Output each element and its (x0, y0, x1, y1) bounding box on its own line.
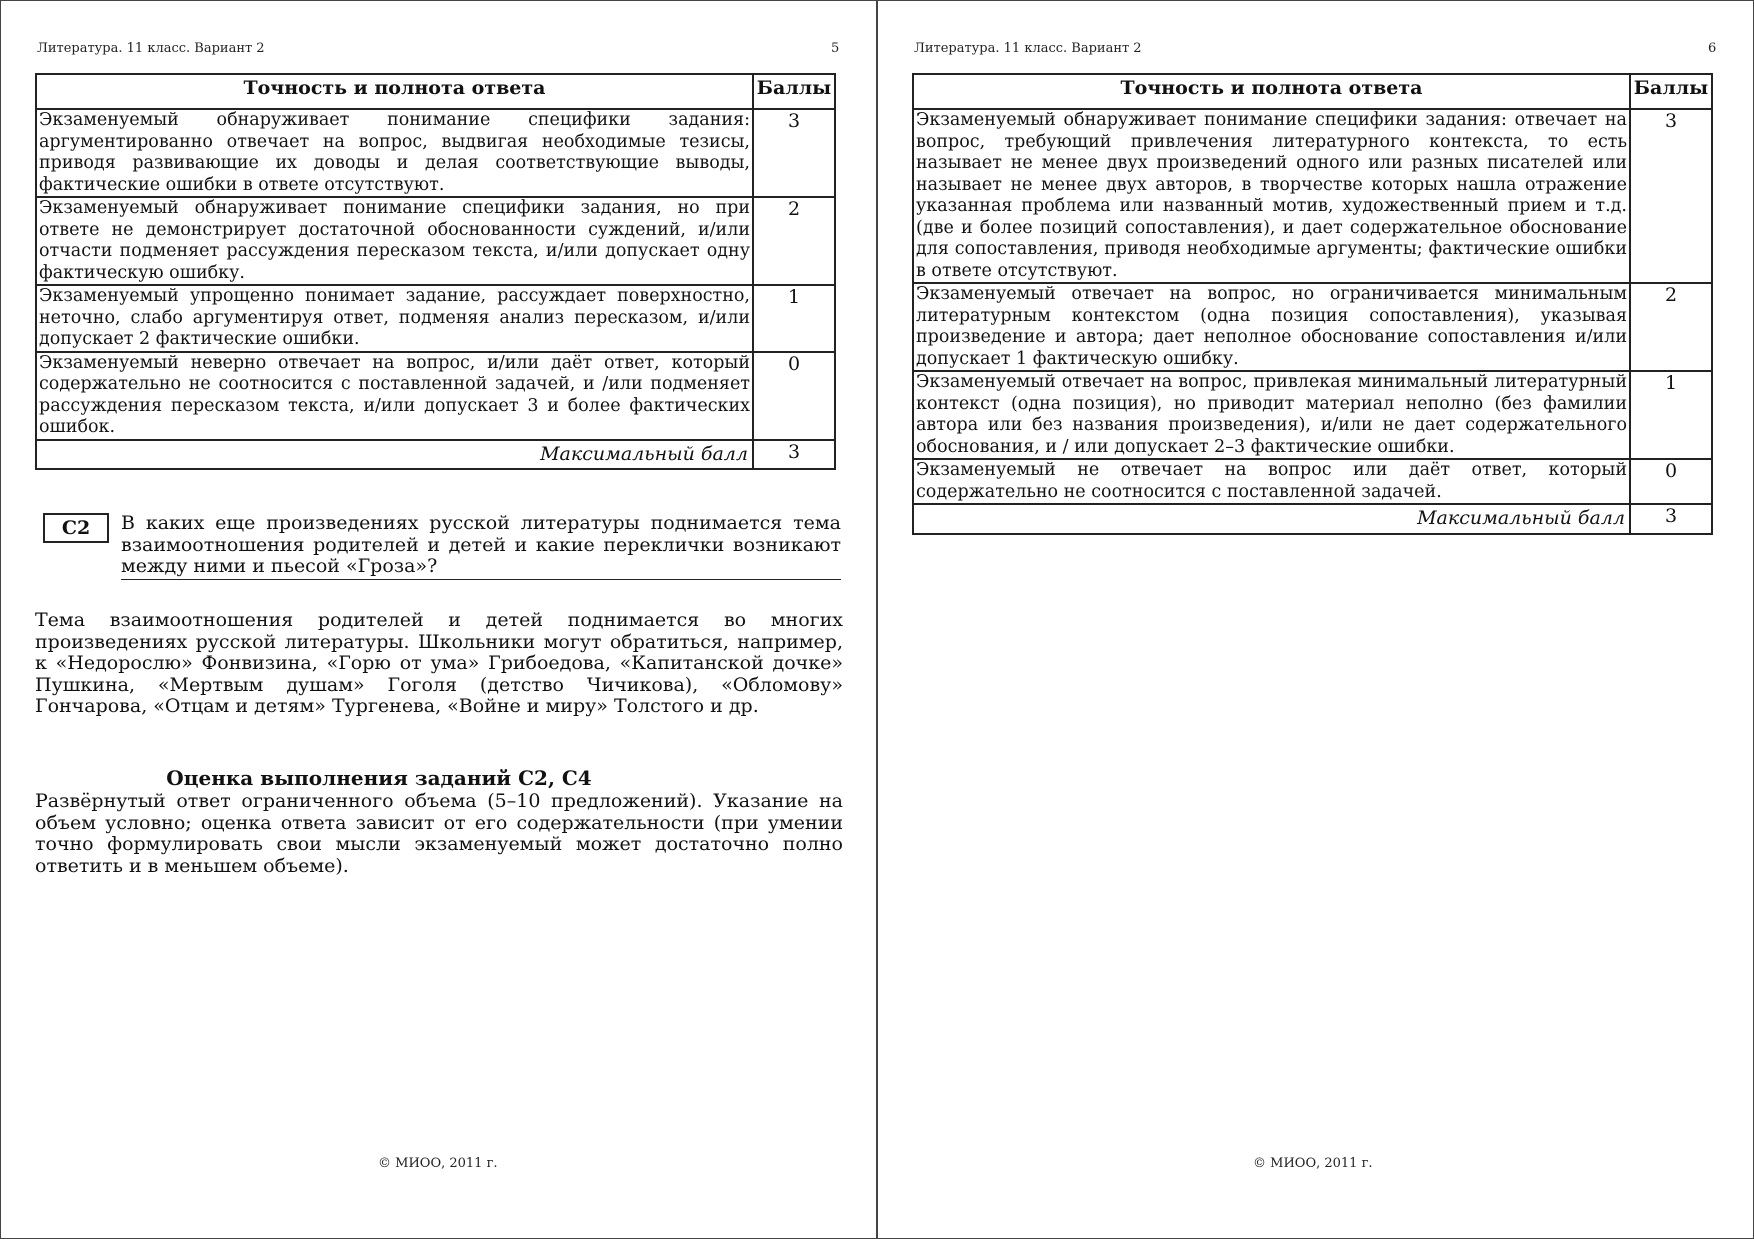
table-row (913, 109, 1712, 283)
max-score-row (913, 504, 1712, 534)
table-row (913, 459, 1712, 504)
table-row (36, 197, 835, 285)
footer-copyright: © МИОО, 2011 г. (1253, 1156, 1373, 1171)
criterion-text: Экзаменуемый обнаруживает понимание специфики задания: аргументированно отвечает на вопрос, выдвигая необходимые тезисы, приводя развивающие их доводы и делая соответствующие выводы, фактические ошибки в ответе отсутствуют. (36, 109, 753, 197)
footer-copyright: © МИОО, 2011 г. (378, 1156, 498, 1171)
criterion-text: Экзаменуемый обнаруживает понимание специфики задания, но при ответе не демонстрирует достаточной обоснованности суждений, и/или отчасти подменяет рассуждения пересказом текста, и/или допускает одну фактическую ошибку. (36, 197, 753, 285)
criterion-text: Экзаменуемый не отвечает на вопрос или даёт ответ, который содержательно не соотносится с поставленной задачей. (913, 459, 1630, 504)
criterion-score: 2 (1630, 283, 1712, 371)
criterion-text: Экзаменуемый упрощенно понимает задание, рассуждает поверхностно, неточно, слабо аргументируя ответ, подменяя анализ пересказом, и/или допускает 2 фактические ошибки. (36, 285, 753, 352)
page-right (878, 1, 1754, 1238)
criterion-text: Экзаменуемый отвечает на вопрос, привлекая минимальный литературный контекст (одна позиция), но приводит материал неполно (без фамилии автора или без названия произведения), и/или не дает содержательного обоснования, и / или допускает 2–3 фактические ошибки. (913, 371, 1630, 459)
section-title: Оценка выполнения заданий С2, С4 (166, 766, 592, 790)
table-row (36, 109, 835, 197)
table-row (36, 352, 835, 440)
criterion-score: 1 (753, 285, 835, 352)
table-header-row (36, 74, 835, 109)
max-score-value: 3 (753, 440, 835, 470)
max-score-label: Максимальный балл (36, 440, 753, 470)
table-row (913, 371, 1712, 459)
table-header-row (913, 74, 1712, 109)
task-code-box: C2 (43, 513, 109, 543)
criterion-text: Экзаменуемый обнаруживает понимание специфики задания: отвечает на вопрос, требующий привлечения литературного контекста, то есть называет не менее двух произведений одного или разных писателей или называет не менее двух авторов, в творчестве которых нашла отражение указанная проблема или названный мотив, художественный прием и т.д. (две и более позиций сопоставления), и дает содержательное обоснование для сопоставления, приводя необходимые аргументы; фактические ошибки в ответе отсутствуют. (913, 109, 1630, 283)
criterion-score: 3 (1630, 109, 1712, 283)
header-criteria: Точность и полнота ответа (36, 74, 753, 109)
header-score: Баллы (753, 74, 835, 109)
task-question: В каких еще произведениях русской литературы поднимается тема взаимоотношения родителей и детей и какие переклички возникают между ними и пьесой «Гроза»? (121, 513, 841, 580)
criterion-score: 0 (753, 352, 835, 440)
header-criteria: Точность и полнота ответа (913, 74, 1630, 109)
table-row (36, 285, 835, 352)
criterion-score: 3 (753, 109, 835, 197)
section-paragraph: Развёрнутый ответ ограниченного объема (5–10 предложений). Указание на объем условно; оценка ответа зависит от его содержательности (при умении точно формулировать свои мысли экзаменуемый может достаточно полно ответить и в меньшем объеме). (35, 790, 843, 877)
answer-paragraph: Тема взаимоотношения родителей и детей поднимается во многих произведениях русской литературы. Школьники могут обратиться, например, к «Недорослю» Фонвизина, «Горю от ума» Грибоедова, «Капитанской дочке» Пушкина, «Мертвым душам» Гоголя (детство Чичикова), «Обломову» Гончарова, «Отцам и детям» Тургенева, «Войне и миру» Толстого и др. (35, 609, 843, 717)
page-number: 5 (831, 41, 840, 56)
page-left (1, 1, 878, 1238)
table-row (913, 283, 1712, 371)
header-score: Баллы (1630, 74, 1712, 109)
criterion-score: 2 (753, 197, 835, 285)
criteria-table (912, 73, 1713, 535)
running-head: Литература. 11 класс. Вариант 2 (914, 41, 1142, 56)
max-score-label: Максимальный балл (913, 504, 1630, 534)
max-score-value: 3 (1630, 504, 1712, 534)
max-score-row (36, 440, 835, 470)
criterion-text: Экзаменуемый отвечает на вопрос, но ограничивается минимальным литературным контекстом (одна позиция сопоставления), указывая произведение и автора; дает неполное обоснование сопоставления и/или допускает 1 фактическую ошибку. (913, 283, 1630, 371)
criterion-score: 0 (1630, 459, 1712, 504)
criteria-table (35, 73, 836, 470)
criterion-text: Экзаменуемый неверно отвечает на вопрос, и/или даёт ответ, который содержательно не соотносится с поставленной задачей, и /или подменяет рассуждения пересказом текста, и/или допускает 3 и более фактических ошибок. (36, 352, 753, 440)
running-head: Литература. 11 класс. Вариант 2 (37, 41, 265, 56)
criterion-score: 1 (1630, 371, 1712, 459)
page-number: 6 (1708, 41, 1717, 56)
